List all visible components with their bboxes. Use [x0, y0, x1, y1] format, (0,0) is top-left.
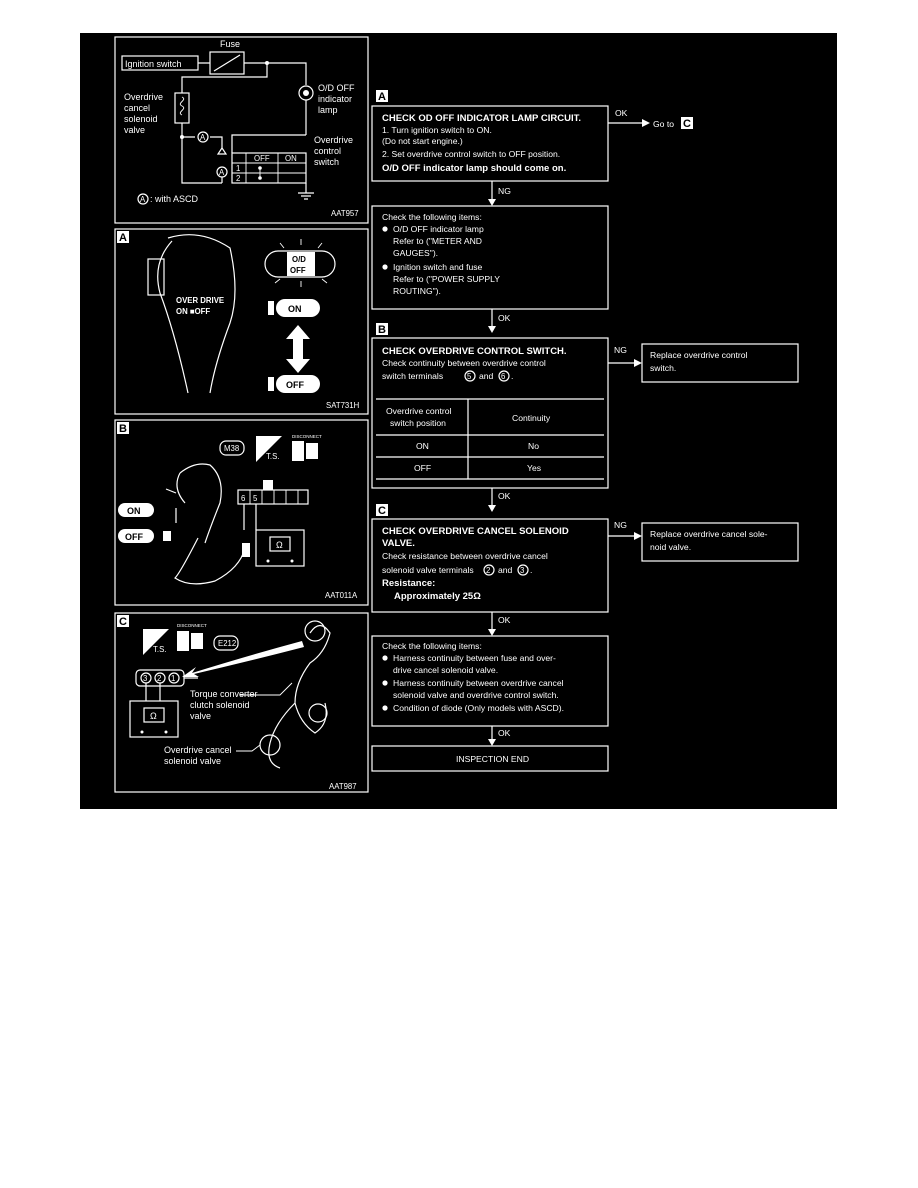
switch-table-on: ON: [285, 154, 297, 163]
step-b-and: and: [479, 371, 494, 381]
step-b-ng: NG: [614, 345, 627, 355]
b-pin-6: 6: [241, 494, 246, 503]
step-b-title: CHECK OVERDRIVE CONTROL SWITCH.: [382, 346, 567, 357]
table-header-1a: Overdrive control: [386, 406, 452, 416]
panel-c: [115, 613, 368, 792]
step-b-ok: OK: [498, 491, 511, 501]
step-a-goto-tag: C: [683, 118, 691, 130]
step-a-line3: 2. Set overdrive control switch to OFF position.: [382, 149, 561, 159]
step-a-tag: A: [378, 91, 386, 103]
step-c-ng: NG: [614, 520, 627, 530]
step-c-tag: C: [378, 505, 386, 517]
step-c-and: and: [498, 565, 513, 575]
solenoid-line3: solenoid: [124, 114, 158, 124]
step-b-line1: Check continuity between overdrive control: [382, 358, 546, 368]
diagram-canvas: [80, 33, 837, 809]
step-a-line1: 1. Turn ignition switch to ON.: [382, 125, 492, 135]
check2-item3: Condition of diode (Only models with ASCD).: [393, 703, 564, 713]
c-ts-label: T.S.: [153, 645, 167, 654]
ascd-marker-2: A: [219, 168, 225, 177]
step-c-title-1: CHECK OVERDRIVE CANCEL SOLENOID: [382, 526, 569, 537]
check1-title: Check the following items:: [382, 212, 482, 222]
check2-item1-b: drive cancel solenoid valve.: [393, 665, 499, 675]
table-header-1b: switch position: [390, 418, 446, 428]
step-c-line1: Check resistance between overdrive cancel: [382, 551, 548, 561]
circuit-panel: [115, 37, 368, 223]
step-a-ng: NG: [498, 186, 511, 196]
check1-ok: OK: [498, 313, 511, 323]
check2-title: Check the following items:: [382, 641, 482, 651]
c-disconnect-icon: [177, 631, 189, 651]
c-ohm-label: Ω: [150, 711, 157, 721]
inspection-end: [372, 746, 608, 771]
step-c-title-2: VALVE.: [382, 538, 415, 549]
b-ohm-label: Ω: [276, 540, 283, 550]
step-b-line2-post: .: [511, 371, 514, 381]
step-c-ng-action-1: Replace overdrive cancel sole-: [650, 529, 768, 539]
disconnect-label: DISCONNECT: [292, 434, 322, 439]
check1-item2-b: Refer to ("POWER SUPPLY: [393, 274, 500, 284]
switch-table-off: OFF: [254, 154, 270, 163]
step-a-goto: Go to: [653, 119, 675, 129]
panel-b-code: AAT011A: [325, 591, 358, 600]
check-items-2: [372, 636, 608, 746]
step-c-ng-action-2: noid valve.: [650, 542, 692, 552]
connector-m38-label: M38: [224, 444, 240, 453]
table-row1-cont: No: [528, 441, 539, 451]
step-a-title: CHECK OD OFF INDICATOR LAMP CIRCUIT.: [382, 113, 581, 124]
control-switch-line2: control: [314, 146, 342, 156]
step-c: [372, 504, 798, 636]
panel-c-code: AAT987: [329, 782, 357, 791]
solenoid-line2: cancel: [124, 103, 151, 113]
c-disconnect-label: DISCONNECT: [177, 623, 207, 628]
check1-item1-c: GAUGES").: [393, 248, 439, 258]
od-text-1: O/D: [292, 255, 306, 264]
disconnect-icon: [292, 441, 304, 461]
check2-item2-a: Harness continuity between overdrive cancel: [393, 678, 564, 688]
odc-line1: Overdrive cancel: [164, 745, 232, 755]
shifter-label-1: OVER DRIVE: [176, 296, 225, 305]
tcc-line1: Torque converter: [190, 689, 258, 699]
step-a-line2: (Do not start engine.): [382, 136, 463, 146]
step-b: [372, 323, 798, 512]
panel-c-tag: C: [119, 616, 127, 628]
od-lamp-line3: lamp: [318, 105, 338, 115]
step-c-res-value: Approximately 25Ω: [394, 591, 481, 602]
b-on-label: ON: [127, 506, 141, 516]
b-pin-5: 5: [253, 494, 258, 503]
ascd-marker-1: A: [200, 133, 206, 142]
check1-item2-c: ROUTING").: [393, 286, 441, 296]
step-c-terminal-1: 2: [486, 566, 491, 575]
ts-label: T.S.: [266, 452, 280, 461]
step-a-result: O/D OFF indicator lamp should come on.: [382, 163, 567, 174]
solenoid-line1: Overdrive: [124, 92, 164, 102]
c-pin-2: 2: [157, 674, 162, 683]
table-row2-cont: Yes: [527, 463, 542, 473]
od-lamp-line2: indicator: [318, 94, 353, 104]
od-lamp-line1: O/D OFF: [318, 83, 355, 93]
connector-e212-label: E212: [218, 639, 237, 648]
switch-table-row2: 2: [236, 174, 241, 183]
step-b-ng-action-2: switch.: [650, 363, 677, 373]
step-c-line2-pre: solenoid valve terminals: [382, 565, 474, 575]
step-c-line2-post: .: [530, 565, 533, 575]
tcc-line3: valve: [190, 711, 212, 721]
step-b-terminal-2: 6: [501, 372, 506, 381]
table-row2-pos: OFF: [414, 463, 432, 473]
ascd-note: : with ASCD: [150, 194, 199, 204]
check2-item2-b: solenoid valve and overdrive control switch.: [393, 690, 559, 700]
ascd-legend-marker: A: [140, 195, 146, 204]
step-b-tag: B: [378, 324, 386, 336]
panel-a-code: SAT731H: [326, 401, 360, 410]
step-c-ok: OK: [498, 615, 511, 625]
step-a: [372, 90, 693, 206]
service-manual-sheet: [80, 33, 837, 809]
check1-item1-b: Refer to ("METER AND: [393, 236, 483, 246]
panel-b-tag: B: [119, 423, 127, 435]
panel-a-tag: A: [119, 232, 127, 244]
panel-a: [115, 229, 368, 414]
check1-item2-a: Ignition switch and fuse: [393, 262, 483, 272]
step-b-terminal-1: 5: [467, 372, 472, 381]
c-pin-3: 3: [143, 674, 148, 683]
check1-item1-a: O/D OFF indicator lamp: [393, 224, 484, 234]
ignition-switch-label: Ignition switch: [125, 59, 182, 69]
c-pin-1: 1: [171, 674, 176, 683]
step-c-terminal-2: 3: [520, 566, 525, 575]
odc-line2: solenoid valve: [164, 756, 222, 766]
step-a-ok: OK: [615, 108, 628, 118]
table-header-2: Continuity: [512, 413, 551, 423]
control-switch-line3: switch: [314, 157, 340, 167]
od-text-2: OFF: [290, 266, 306, 275]
table-row1-pos: ON: [416, 441, 429, 451]
check2-item1-a: Harness continuity between fuse and over-: [393, 653, 556, 663]
control-switch-line1: Overdrive: [314, 135, 354, 145]
step-b-line2-pre: switch terminals: [382, 371, 444, 381]
step-c-res-label: Resistance:: [382, 578, 436, 589]
inspection-end-label: INSPECTION END: [456, 754, 530, 764]
off-label: OFF: [286, 380, 304, 390]
fuse-label: Fuse: [220, 39, 241, 49]
shifter-label-2: ON ■OFF: [176, 307, 211, 316]
check2-ok: OK: [498, 728, 511, 738]
switch-table-row1: 1: [236, 164, 241, 173]
step-b-ng-action-1: Replace overdrive control: [650, 350, 748, 360]
tcc-line2: clutch solenoid: [190, 700, 250, 710]
on-label: ON: [288, 304, 302, 314]
b-off-label: OFF: [125, 532, 143, 542]
check-items-1: [372, 206, 608, 333]
circuit-code: AAT957: [331, 209, 359, 218]
panel-b: [115, 420, 368, 605]
solenoid-line4: valve: [124, 125, 146, 135]
